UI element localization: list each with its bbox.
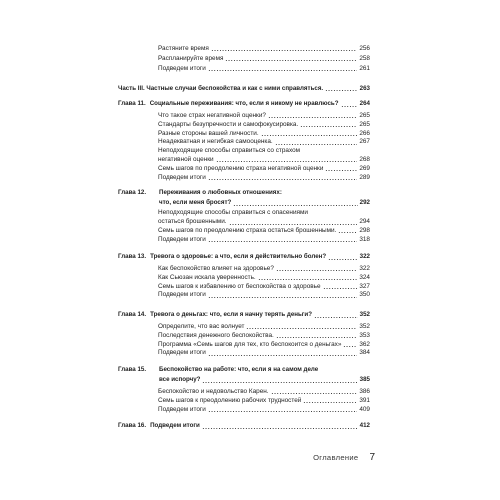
dot-leader <box>325 84 358 93</box>
dot-leader <box>229 218 358 227</box>
entry-title: Подведем итоги <box>158 64 206 72</box>
chapter-title-continued: что, если меня бросят? <box>159 198 232 206</box>
dot-leader <box>271 388 358 397</box>
entry-page: 266 <box>359 129 370 137</box>
entry-title: Как Сьюзан искала уверенность. <box>158 273 256 281</box>
dot-leader <box>258 274 358 283</box>
chapter-label: Глава 11. <box>118 99 146 107</box>
chapter-page: 412 <box>359 421 370 429</box>
chapter-title: Беспокойство на работе: что, если я на самом деле <box>159 365 319 373</box>
chapter-13 <box>118 252 370 300</box>
entry-page: 409 <box>359 405 370 413</box>
toc-entry <box>118 341 370 350</box>
entry-title: Неподходящие способы справиться со страхом <box>158 147 301 155</box>
toc-entry <box>118 44 370 54</box>
entry-page: 322 <box>359 264 370 272</box>
toc-entry-line <box>118 209 370 218</box>
chapter-heading-continued <box>118 375 370 385</box>
toc-entry <box>118 112 370 121</box>
entry-title: Неадекватная и негибкая самооценка. <box>158 138 273 146</box>
entry-page: 265 <box>359 111 370 119</box>
chapter-15 <box>118 365 370 414</box>
chapter-heading <box>118 252 370 262</box>
dot-leader <box>208 291 358 300</box>
dot-leader <box>303 397 357 406</box>
chapter-title: Переживания о любовных отношениях: <box>159 188 282 196</box>
entry-page: 294 <box>359 218 370 226</box>
chapter-sections <box>118 209 370 244</box>
entry-page: 362 <box>359 340 370 348</box>
toc-entry <box>118 138 370 147</box>
dot-leader <box>208 236 358 245</box>
dot-leader <box>275 138 358 147</box>
dot-leader <box>202 375 357 385</box>
chapter-12 <box>118 188 370 245</box>
entry-page: 386 <box>359 387 370 395</box>
entry-title: Распланируйте время <box>158 54 224 62</box>
toc-entry <box>118 121 370 130</box>
entry-title: Как беспокойство влияет на здоровье? <box>158 264 274 272</box>
page-footer <box>313 452 375 463</box>
toc-entry <box>118 54 370 64</box>
toc-entry <box>118 265 370 274</box>
entry-page: 267 <box>359 138 370 146</box>
chapter-heading <box>118 99 370 109</box>
entry-title: Семь шагов по преодолению страха остаться брошенными. <box>158 227 337 235</box>
chapter-heading <box>118 365 370 375</box>
chapter-11 <box>118 99 370 182</box>
chapter-label: Глава 13. <box>118 252 147 260</box>
entry-title: Разные стороны вашей личности. <box>158 129 259 137</box>
toc-entry <box>118 332 370 341</box>
toc-entry <box>118 227 370 236</box>
dot-leader <box>225 54 357 64</box>
chapter-page: 352 <box>359 310 370 318</box>
chapter-heading <box>118 188 370 198</box>
entry-title: Стандарты безупречности и самофокусировка. <box>158 120 299 128</box>
toc-entry-line <box>118 147 370 156</box>
dot-leader <box>246 323 357 332</box>
dot-leader <box>338 227 357 236</box>
dot-leader <box>325 165 357 174</box>
dot-leader <box>211 44 357 54</box>
page-number: 7 <box>369 452 375 463</box>
entry-page: 391 <box>359 396 370 404</box>
entry-title: Семь шагов к избавлению от беспокойства о здоровье <box>158 282 321 290</box>
chapter-sections <box>118 112 370 182</box>
entry-page: 261 <box>359 64 370 72</box>
chapter-page: 264 <box>359 99 370 107</box>
chapter-label: Глава 16. <box>118 421 147 429</box>
dot-leader <box>202 421 358 431</box>
toc-entry <box>118 174 370 183</box>
dot-leader <box>343 341 357 350</box>
entry-page: 384 <box>359 349 370 357</box>
chapter-sections <box>118 323 370 358</box>
dot-leader <box>341 99 358 109</box>
entry-title: Подведем итоги <box>158 349 206 357</box>
entry-page: 327 <box>359 282 370 290</box>
chapter-page: 385 <box>359 375 370 383</box>
entry-page: 298 <box>359 227 370 235</box>
entry-page: 350 <box>359 291 370 299</box>
part-heading <box>118 84 370 93</box>
dot-leader <box>276 332 357 341</box>
chapter-title-continued: все испорчу? <box>159 375 201 383</box>
dot-leader <box>261 130 358 139</box>
toc-entry <box>118 283 370 292</box>
chapter-title: Тревога о деньгах: что, если я начну терять деньги? <box>150 310 312 318</box>
entry-title: Подведем итоги <box>158 405 206 413</box>
dot-leader <box>314 310 358 320</box>
chapter-heading <box>118 310 370 320</box>
chapter-title: Социальные переживания: что, если я никому не нравлюсь? <box>149 99 339 107</box>
chapter-16 <box>118 421 370 431</box>
toc-entry <box>118 406 370 415</box>
chapter-title: Тревога о здоровье: а что, если я действительно болен? <box>150 252 327 260</box>
chapter-sections <box>118 388 370 414</box>
entry-page: 268 <box>359 155 370 163</box>
entry-page: 265 <box>359 120 370 128</box>
dot-leader <box>328 252 357 262</box>
dot-leader <box>208 349 358 358</box>
chapter-label: Глава 12. <box>118 188 147 196</box>
chapter-heading-continued <box>118 198 370 208</box>
dot-leader <box>216 156 358 165</box>
chapter-title: Подведем итоги <box>150 421 200 429</box>
entry-title: Подведем итоги <box>158 291 206 299</box>
toc-entry <box>118 323 370 332</box>
entry-title: Определите, что вас волнует <box>158 322 245 330</box>
entry-title-continued: остаться брошенными. <box>158 218 227 226</box>
entry-page: 289 <box>359 173 370 181</box>
entry-title: Растяните время <box>158 45 209 52</box>
part-title: Часть III. Частные случаи беспокойства и как с ними справляться. <box>118 85 324 93</box>
entry-title: Беспокойство и недовольство Карен. <box>158 387 269 395</box>
toc-entry <box>118 64 370 74</box>
toc-entry <box>118 165 370 174</box>
entry-page: 324 <box>359 273 370 281</box>
entry-title: Неподходящие способы справиться с опасениями <box>158 209 308 217</box>
toc-entry <box>118 218 370 227</box>
entry-title: Последствия денежного беспокойства. <box>158 331 274 339</box>
dot-leader <box>208 406 358 415</box>
entry-page: 353 <box>359 331 370 339</box>
toc-entry <box>118 156 370 165</box>
dot-leader <box>268 112 357 121</box>
running-footer-title: Оглавление <box>313 453 359 462</box>
chapter-page: 292 <box>359 198 370 206</box>
entry-title: Семь шагов по преодолению страха негативной оценки <box>158 164 324 172</box>
entry-title-continued: негативной оценки <box>158 155 214 163</box>
toc-entry <box>118 291 370 300</box>
entry-page: 258 <box>359 54 370 62</box>
entry-title: Что такое страх негативной оценки? <box>158 111 266 119</box>
chapter-sections <box>118 265 370 300</box>
entry-page: 318 <box>359 235 370 243</box>
entry-title: Подведем итоги <box>158 173 206 181</box>
dot-leader <box>323 283 358 292</box>
chapter-14 <box>118 310 370 358</box>
dot-leader <box>233 198 357 208</box>
entry-title: Семь шагов к преодолению рабочих трудностей <box>158 396 302 404</box>
dot-leader <box>300 121 357 130</box>
entry-page: 256 <box>359 45 370 52</box>
dot-leader <box>276 265 357 274</box>
dot-leader <box>208 174 358 183</box>
entry-title: Подведем итоги <box>158 235 206 243</box>
entry-title: Программа «Семь шагов для тех, кто беспокоится о деньгах» <box>158 340 342 348</box>
toc-entry <box>118 236 370 245</box>
chapter-label: Глава 14. <box>118 310 147 318</box>
table-of-contents <box>118 44 370 431</box>
entry-page: 269 <box>359 164 370 172</box>
toc-entry <box>118 274 370 283</box>
chapter-label: Глава 15. <box>118 365 147 373</box>
dot-leader <box>208 64 358 74</box>
previous-chapter-items <box>118 44 370 73</box>
chapter-heading <box>118 421 370 431</box>
entry-page: 352 <box>359 322 370 330</box>
toc-entry <box>118 388 370 397</box>
part-page: 263 <box>359 85 370 93</box>
toc-entry <box>118 397 370 406</box>
toc-entry <box>118 349 370 358</box>
chapter-page: 322 <box>359 252 370 260</box>
